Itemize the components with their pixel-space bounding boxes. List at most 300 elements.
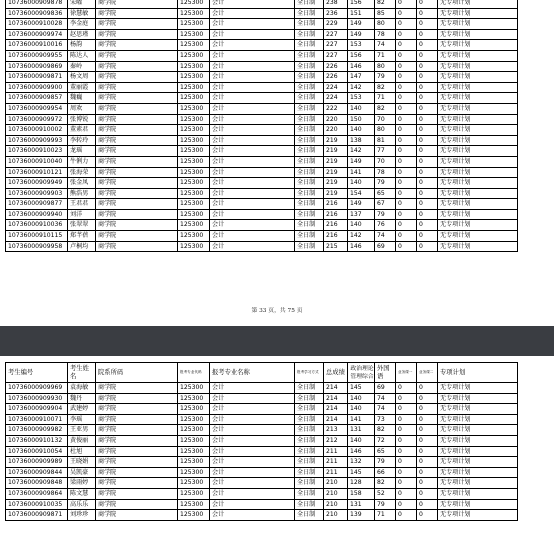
cell-study-mode: 全日制: [295, 135, 324, 146]
cell-course-one: 0: [396, 0, 417, 8]
cell-study-mode: 全日制: [295, 103, 324, 114]
cell-politics-management: 132: [348, 457, 375, 468]
cell-politics-management: 153: [348, 40, 375, 51]
cell-department: 商学院: [96, 0, 178, 8]
table-row: [6, 510, 518, 521]
cell-special-plan: 无专项计划: [438, 404, 518, 415]
cell-major-name: 会计: [210, 135, 295, 146]
table-row: [6, 209, 518, 220]
cell-course-two: 0: [417, 103, 438, 114]
cell-exam-id: 10736000909982: [6, 425, 68, 436]
cell-name: 黄俊丽: [68, 435, 96, 446]
cell-major-name: 会计: [210, 241, 295, 252]
cell-study-mode: 全日制: [295, 199, 324, 210]
cell-course-two: 0: [417, 0, 438, 8]
table-row: [6, 241, 518, 252]
cell-name: 牛俐力: [68, 156, 96, 167]
cell-study-mode: 全日制: [295, 61, 324, 72]
cell-special-plan: 无专项计划: [438, 178, 518, 189]
table-row: [6, 188, 518, 199]
cell-major-name: 会计: [210, 478, 295, 489]
cell-department: 商学院: [96, 93, 178, 104]
cell-course-two: 0: [417, 467, 438, 478]
cell-study-mode: 全日制: [295, 40, 324, 51]
table-row: [6, 478, 518, 489]
cell-foreign-language: 80: [375, 19, 396, 30]
cell-study-mode: 全日制: [295, 393, 324, 404]
cell-name: 董丽霞: [68, 82, 96, 93]
cell-politics-management: 153: [348, 93, 375, 104]
cell-special-plan: 无专项计划: [438, 0, 518, 8]
cell-special-plan: 无专项计划: [438, 146, 518, 157]
cell-total-score: 214: [324, 383, 348, 394]
cell-course-one: 0: [396, 435, 417, 446]
cell-politics-management: 138: [348, 135, 375, 146]
cell-foreign-language: 74: [375, 231, 396, 242]
cell-politics-management: 151: [348, 8, 375, 19]
cell-exam-id: 10736000910121: [6, 167, 68, 178]
cell-study-mode: 全日制: [295, 188, 324, 199]
cell-name: 杜旭: [68, 446, 96, 457]
cell-exam-id: 10736000909900: [6, 82, 68, 93]
cell-course-two: 0: [417, 40, 438, 51]
cell-special-plan: 无专项计划: [438, 135, 518, 146]
cell-major-name: 会计: [210, 82, 295, 93]
cell-politics-management: 140: [348, 393, 375, 404]
cell-name: 龙瑶: [68, 146, 96, 157]
cell-course-two: 0: [417, 220, 438, 231]
cell-major-code: 125300: [178, 114, 210, 125]
cell-major-code: 125300: [178, 488, 210, 499]
cell-study-mode: 全日制: [295, 231, 324, 242]
cell-exam-id: 10736000910002: [6, 125, 68, 136]
cell-total-score: 227: [324, 50, 348, 61]
cell-name: 王晓娟: [68, 457, 96, 468]
cell-exam-id: 10736000909930: [6, 393, 68, 404]
table-row: [6, 103, 518, 114]
cell-politics-management: 131: [348, 499, 375, 510]
cell-name: 王君君: [68, 199, 96, 210]
cell-politics-management: 150: [348, 114, 375, 125]
cell-course-one: 0: [396, 220, 417, 231]
cell-major-name: 会计: [210, 499, 295, 510]
cell-exam-id: 10736000910132: [6, 435, 68, 446]
table-row: [6, 125, 518, 136]
cell-department: 商学院: [96, 499, 178, 510]
cell-major-code: 125300: [178, 93, 210, 104]
cell-major-name: 会计: [210, 50, 295, 61]
document-page-34: [0, 356, 554, 536]
results-table-page-33: [5, 0, 518, 252]
cell-course-two: 0: [417, 510, 438, 521]
cell-major-name: 会计: [210, 93, 295, 104]
cell-foreign-language: 70: [375, 156, 396, 167]
cell-major-name: 会计: [210, 435, 295, 446]
cell-special-plan: 无专项计划: [438, 114, 518, 125]
cell-exam-id: 10736000910071: [6, 414, 68, 425]
cell-course-two: 0: [417, 499, 438, 510]
cell-course-one: 0: [396, 199, 417, 210]
cell-name: 吴凯豪: [68, 467, 96, 478]
cell-foreign-language: 72: [375, 435, 396, 446]
cell-politics-management: 156: [348, 50, 375, 61]
table-row: [6, 383, 518, 394]
cell-major-name: 会计: [210, 8, 295, 19]
cell-exam-id: 10736000909857: [6, 93, 68, 104]
cell-course-two: 0: [417, 435, 438, 446]
cell-course-two: 0: [417, 61, 438, 72]
cell-major-name: 会计: [210, 393, 295, 404]
cell-department: 商学院: [96, 178, 178, 189]
cell-course-two: 0: [417, 50, 438, 61]
cell-politics-management: 146: [348, 241, 375, 252]
cell-study-mode: 全日制: [295, 8, 324, 19]
cell-total-score: 210: [324, 499, 348, 510]
cell-total-score: 226: [324, 72, 348, 83]
table-row: [6, 414, 518, 425]
cell-study-mode: 全日制: [295, 467, 324, 478]
cell-course-one: 0: [396, 50, 417, 61]
cell-study-mode: 全日制: [295, 156, 324, 167]
cell-study-mode: 全日制: [295, 0, 324, 8]
table-row: [6, 499, 518, 510]
cell-total-score: 212: [324, 435, 348, 446]
cell-course-one: 0: [396, 82, 417, 93]
cell-department: 商学院: [96, 446, 178, 457]
cell-course-one: 0: [396, 61, 417, 72]
cell-course-one: 0: [396, 29, 417, 40]
cell-exam-id: 10736000909869: [6, 61, 68, 72]
cell-special-plan: 无专项计划: [438, 29, 518, 40]
table-row: [6, 488, 518, 499]
cell-course-two: 0: [417, 72, 438, 83]
cell-course-two: 0: [417, 199, 438, 210]
cell-foreign-language: 76: [375, 220, 396, 231]
cell-special-plan: 无专项计划: [438, 393, 518, 404]
cell-special-plan: 无专项计划: [438, 72, 518, 83]
cell-course-two: 0: [417, 82, 438, 93]
table-row: [6, 0, 518, 8]
cell-name: 武建婷: [68, 404, 96, 415]
cell-study-mode: 全日制: [295, 425, 324, 436]
cell-department: 商学院: [96, 457, 178, 468]
table-row: [6, 82, 518, 93]
cell-major-name: 会计: [210, 510, 295, 521]
cell-department: 商学院: [96, 103, 178, 114]
cell-total-score: 219: [324, 146, 348, 157]
cell-name: 宋曜: [68, 0, 96, 8]
cell-name: 郑芊蓓: [68, 231, 96, 242]
table-row: [6, 61, 518, 72]
cell-name: 卢桐均: [68, 241, 96, 252]
cell-department: 商学院: [96, 114, 178, 125]
cell-name: 魏丹: [68, 393, 96, 404]
cell-major-name: 会计: [210, 404, 295, 415]
cell-course-one: 0: [396, 114, 417, 125]
cell-department: 商学院: [96, 40, 178, 51]
cell-special-plan: 无专项计划: [438, 82, 518, 93]
cell-study-mode: 全日制: [295, 457, 324, 468]
cell-major-code: 125300: [178, 0, 210, 8]
cell-major-code: 125300: [178, 50, 210, 61]
cell-politics-management: 154: [348, 188, 375, 199]
cell-total-score: 211: [324, 467, 348, 478]
cell-major-name: 会计: [210, 61, 295, 72]
cell-politics-management: 140: [348, 220, 375, 231]
table-row: [6, 8, 518, 19]
table-row: [6, 146, 518, 157]
cell-department: 商学院: [96, 135, 178, 146]
header-department: 院系所码: [96, 363, 178, 383]
cell-course-two: 0: [417, 446, 438, 457]
cell-course-one: 0: [396, 156, 417, 167]
cell-foreign-language: 82: [375, 478, 396, 489]
page-separator: [0, 326, 554, 356]
cell-major-code: 125300: [178, 188, 210, 199]
cell-department: 商学院: [96, 29, 178, 40]
cell-politics-management: 141: [348, 167, 375, 178]
cell-department: 商学院: [96, 510, 178, 521]
cell-course-two: 0: [417, 241, 438, 252]
cell-special-plan: 无专项计划: [438, 93, 518, 104]
cell-special-plan: 无专项计划: [438, 457, 518, 468]
cell-course-one: 0: [396, 499, 417, 510]
cell-major-code: 125300: [178, 393, 210, 404]
cell-department: 商学院: [96, 8, 178, 19]
cell-politics-management: 140: [348, 125, 375, 136]
cell-study-mode: 全日制: [295, 93, 324, 104]
cell-exam-id: 10736000909958: [6, 241, 68, 252]
cell-exam-id: 10736000909904: [6, 404, 68, 415]
cell-foreign-language: 73: [375, 414, 396, 425]
cell-study-mode: 全日制: [295, 167, 324, 178]
cell-department: 商学院: [96, 393, 178, 404]
cell-foreign-language: 79: [375, 72, 396, 83]
cell-foreign-language: 74: [375, 40, 396, 51]
cell-course-one: 0: [396, 103, 417, 114]
cell-name: 秦岭: [68, 61, 96, 72]
cell-course-two: 0: [417, 425, 438, 436]
cell-politics-management: 140: [348, 404, 375, 415]
cell-course-one: 0: [396, 488, 417, 499]
cell-politics-management: 140: [348, 435, 375, 446]
cell-department: 商学院: [96, 72, 178, 83]
cell-name: 周欢: [68, 103, 96, 114]
cell-course-two: 0: [417, 125, 438, 136]
cell-course-one: 0: [396, 383, 417, 394]
cell-special-plan: 无专项计划: [438, 425, 518, 436]
cell-course-two: 0: [417, 135, 438, 146]
cell-major-code: 125300: [178, 72, 210, 83]
cell-total-score: 219: [324, 188, 348, 199]
cell-politics-management: 140: [348, 103, 375, 114]
cell-special-plan: 无专项计划: [438, 209, 518, 220]
table-row: [6, 231, 518, 242]
cell-major-name: 会计: [210, 383, 295, 394]
cell-major-code: 125300: [178, 103, 210, 114]
cell-course-one: 0: [396, 72, 417, 83]
cell-course-one: 0: [396, 467, 417, 478]
table-row: [6, 446, 518, 457]
cell-special-plan: 无专项计划: [438, 446, 518, 457]
table-row: [6, 220, 518, 231]
header-course-one: 业务课一: [396, 363, 417, 383]
cell-major-code: 125300: [178, 146, 210, 157]
header-study-mode: 报考学习方式: [295, 363, 324, 383]
cell-major-code: 125300: [178, 220, 210, 231]
cell-total-score: 236: [324, 8, 348, 19]
cell-politics-management: 142: [348, 146, 375, 157]
cell-special-plan: 无专项计划: [438, 383, 518, 394]
cell-course-one: 0: [396, 19, 417, 30]
cell-special-plan: 无专项计划: [438, 61, 518, 72]
cell-major-code: 125300: [178, 499, 210, 510]
cell-course-one: 0: [396, 478, 417, 489]
cell-major-code: 125300: [178, 40, 210, 51]
cell-course-one: 0: [396, 510, 417, 521]
cell-exam-id: 10736000909878: [6, 0, 68, 8]
cell-exam-id: 10736000909836: [6, 8, 68, 19]
cell-course-one: 0: [396, 446, 417, 457]
cell-major-name: 会计: [210, 103, 295, 114]
table-row: [6, 393, 518, 404]
cell-total-score: 214: [324, 404, 348, 415]
cell-special-plan: 无专项计划: [438, 188, 518, 199]
cell-exam-id: 10736000909903: [6, 188, 68, 199]
cell-politics-management: 149: [348, 29, 375, 40]
cell-major-name: 会计: [210, 40, 295, 51]
table-row: [6, 50, 518, 61]
cell-study-mode: 全日制: [295, 178, 324, 189]
cell-foreign-language: 71: [375, 510, 396, 521]
cell-name: 李转玲: [68, 135, 96, 146]
header-politics-management: 政治理论 管理综合: [348, 363, 375, 383]
cell-foreign-language: 80: [375, 61, 396, 72]
table-row: [6, 199, 518, 210]
cell-foreign-language: 78: [375, 167, 396, 178]
cell-department: 商学院: [96, 167, 178, 178]
cell-major-code: 125300: [178, 82, 210, 93]
cell-course-two: 0: [417, 19, 438, 30]
cell-name: 徐慧敏: [68, 8, 96, 19]
cell-name: 杨韵: [68, 40, 96, 51]
cell-politics-management: 146: [348, 61, 375, 72]
cell-name: 张金凤: [68, 178, 96, 189]
header-major-name: 报考专业名称: [210, 363, 295, 383]
cell-special-plan: 无专项计划: [438, 510, 518, 521]
cell-study-mode: 全日制: [295, 209, 324, 220]
cell-study-mode: 全日制: [295, 146, 324, 157]
cell-foreign-language: 70: [375, 114, 396, 125]
cell-department: 商学院: [96, 50, 178, 61]
cell-course-two: 0: [417, 188, 438, 199]
table-row: [6, 467, 518, 478]
table-row: [6, 435, 518, 446]
cell-course-one: 0: [396, 231, 417, 242]
cell-name: 李瑶: [68, 414, 96, 425]
cell-total-score: 210: [324, 488, 348, 499]
cell-major-code: 125300: [178, 446, 210, 457]
cell-name: 赵思瑾: [68, 29, 96, 40]
cell-course-two: 0: [417, 383, 438, 394]
cell-department: 商学院: [96, 478, 178, 489]
table-row: [6, 29, 518, 40]
table-header-row: [6, 363, 518, 383]
cell-course-two: 0: [417, 457, 438, 468]
cell-department: 商学院: [96, 199, 178, 210]
cell-name: 董素君: [68, 125, 96, 136]
cell-department: 商学院: [96, 188, 178, 199]
cell-exam-id: 10736000910035: [6, 499, 68, 510]
table-row: [6, 114, 518, 125]
cell-foreign-language: 71: [375, 50, 396, 61]
cell-major-code: 125300: [178, 457, 210, 468]
cell-foreign-language: 65: [375, 188, 396, 199]
cell-foreign-language: 78: [375, 29, 396, 40]
cell-major-name: 会计: [210, 220, 295, 231]
cell-total-score: 224: [324, 82, 348, 93]
cell-department: 商学院: [96, 383, 178, 394]
cell-special-plan: 无专项计划: [438, 478, 518, 489]
cell-course-one: 0: [396, 457, 417, 468]
cell-total-score: 238: [324, 0, 348, 8]
cell-total-score: 214: [324, 414, 348, 425]
cell-politics-management: 139: [348, 510, 375, 521]
cell-foreign-language: 82: [375, 425, 396, 436]
cell-name: 杨文周: [68, 72, 96, 83]
cell-exam-id: 10736000910023: [6, 146, 68, 157]
cell-special-plan: 无专项计划: [438, 103, 518, 114]
cell-total-score: 227: [324, 29, 348, 40]
cell-department: 商学院: [96, 82, 178, 93]
cell-major-code: 125300: [178, 435, 210, 446]
cell-major-name: 会计: [210, 467, 295, 478]
cell-politics-management: 147: [348, 72, 375, 83]
cell-exam-id: 10736000909940: [6, 209, 68, 220]
cell-special-plan: 无专项计划: [438, 50, 518, 61]
cell-major-code: 125300: [178, 167, 210, 178]
cell-exam-id: 10736000910040: [6, 156, 68, 167]
cell-department: 商学院: [96, 414, 178, 425]
header-course-two: 业务课二: [417, 363, 438, 383]
cell-foreign-language: 65: [375, 446, 396, 457]
cell-major-code: 125300: [178, 8, 210, 19]
cell-course-two: 0: [417, 93, 438, 104]
cell-total-score: 216: [324, 199, 348, 210]
cell-study-mode: 全日制: [295, 510, 324, 521]
cell-name: 张博锐: [68, 114, 96, 125]
cell-department: 商学院: [96, 435, 178, 446]
cell-politics-management: 140: [348, 178, 375, 189]
cell-major-code: 125300: [178, 178, 210, 189]
cell-foreign-language: 77: [375, 146, 396, 157]
cell-course-one: 0: [396, 167, 417, 178]
header-name: 考生姓名: [68, 363, 96, 383]
cell-course-one: 0: [396, 241, 417, 252]
cell-major-code: 125300: [178, 156, 210, 167]
cell-special-plan: 无专项计划: [438, 241, 518, 252]
cell-name: 陈文慧: [68, 488, 96, 499]
cell-foreign-language: 79: [375, 178, 396, 189]
cell-exam-id: 10736000909974: [6, 29, 68, 40]
cell-major-code: 125300: [178, 209, 210, 220]
cell-exam-id: 10736000910036: [6, 220, 68, 231]
cell-politics-management: 149: [348, 156, 375, 167]
cell-exam-id: 10736000910115: [6, 231, 68, 242]
cell-politics-management: 145: [348, 383, 375, 394]
cell-foreign-language: 74: [375, 393, 396, 404]
cell-study-mode: 全日制: [295, 435, 324, 446]
